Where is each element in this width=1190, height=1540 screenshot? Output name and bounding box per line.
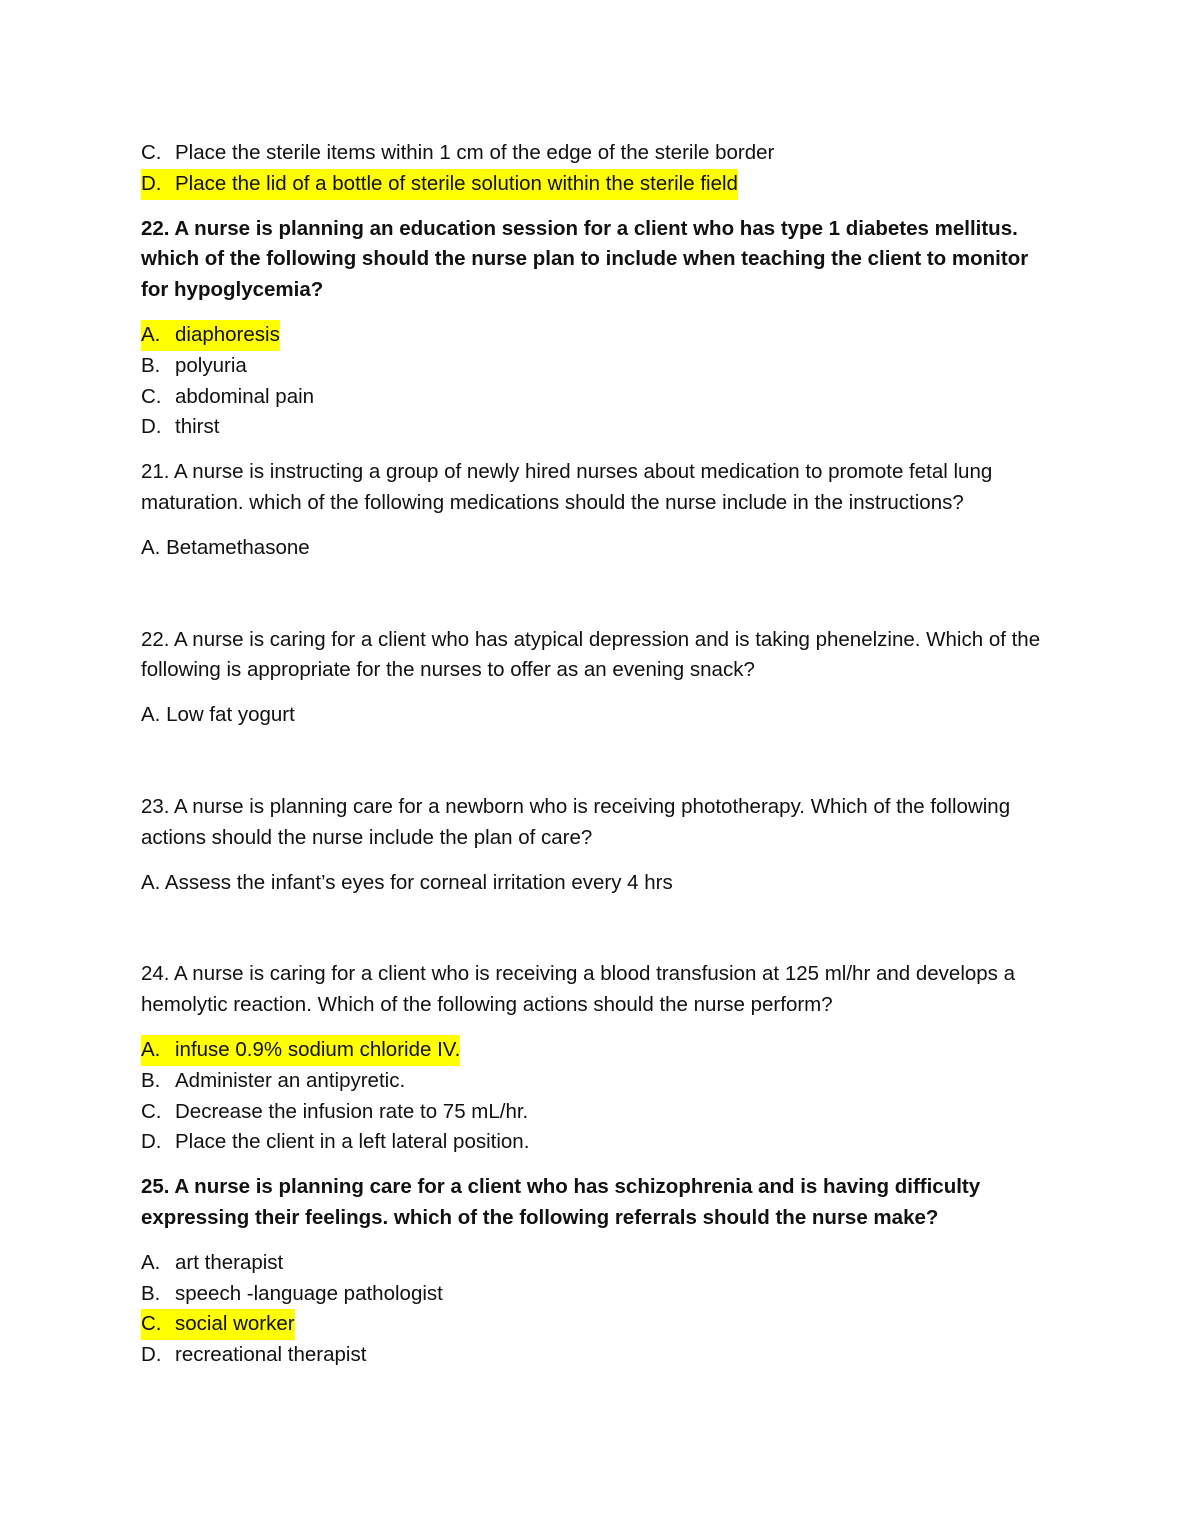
spacer: [141, 564, 1051, 611]
option-text: Administer an antipyretic.: [175, 1068, 406, 1092]
option-text: Place the lid of a bottle of sterile solution within the sterile field: [175, 169, 738, 200]
question-25-schizophrenia: 25. A nurse is planning care for a client who has schizophrenia and is having difficulty expressing their feelings. which of the following referrals should the nurse make?: [141, 1175, 981, 1229]
spacer: [141, 898, 1051, 945]
answer-22-phenelzine: A. Low fat yogurt: [141, 703, 295, 727]
option-d-highlighted: [141, 169, 1051, 200]
option-d: [141, 412, 1051, 443]
option-text: Place the client in a left lateral position.: [175, 1130, 530, 1154]
option-text: Place the sterile items within 1 cm of the edge of the sterile border: [175, 141, 775, 164]
option-text: speech -language pathologist: [175, 1281, 443, 1305]
question-24-transfusion: 24. A nurse is caring for a client who is receiving a blood transfusion at 125 ml/hr and develops a hemolytic reaction. Which of the following actions should the nurse perform?: [141, 962, 1016, 1017]
option-a-highlighted: [141, 1035, 1051, 1066]
option-c: [141, 138, 1051, 169]
option-text: recreational therapist: [175, 1343, 367, 1367]
option-list-q25: [141, 1248, 1051, 1371]
option-list-q24: [141, 1035, 1051, 1158]
option-letter: D.: [141, 1130, 162, 1154]
option-letter: C.: [141, 1099, 162, 1123]
option-letter: B.: [141, 1068, 161, 1092]
option-letter: A.: [141, 1035, 175, 1066]
option-text: thirst: [175, 415, 220, 439]
option-c: [141, 382, 1051, 413]
option-letter: D.: [141, 169, 175, 200]
document-body: [141, 138, 1051, 1371]
option-d: [141, 1127, 1051, 1158]
option-b: [141, 351, 1051, 382]
answer-21: A. Betamethasone: [141, 535, 310, 559]
option-letter: C.: [141, 1309, 175, 1340]
option-letter: B.: [141, 1281, 161, 1305]
option-letter: A.: [141, 1250, 161, 1274]
option-c: [141, 1097, 1051, 1128]
option-letter: C.: [141, 141, 162, 164]
option-text: abdominal pain: [175, 384, 315, 408]
option-text: diaphoresis: [175, 320, 280, 351]
option-b: [141, 1279, 1051, 1310]
option-text: polyuria: [175, 353, 247, 377]
option-a-highlighted: [141, 320, 1051, 351]
option-letter: D.: [141, 1343, 162, 1367]
question-22-phenelzine: 22. A nurse is caring for a client who has atypical depression and is taking phenelzine. Which of the following is appropriate for the nurses to offer as an evening snack?: [141, 627, 1041, 682]
option-letter: C.: [141, 384, 162, 408]
option-b: [141, 1066, 1051, 1097]
option-letter: D.: [141, 415, 162, 439]
option-text: social worker: [175, 1309, 295, 1340]
option-text: art therapist: [175, 1250, 284, 1274]
question-21-fetal-lung: 21. A nurse is instructing a group of newly hired nurses about medication to promote fetal lung maturation. which of the following medications should the nurse include in the instructions?: [141, 460, 993, 514]
option-letter: A.: [141, 320, 175, 351]
option-c-highlighted: [141, 1309, 1051, 1340]
option-list-q21-continued: [141, 138, 1051, 200]
option-d: [141, 1340, 1051, 1371]
answer-23: A. Assess the infant’s eyes for corneal irritation every 4 hrs: [141, 870, 673, 894]
option-a: [141, 1248, 1051, 1279]
spacer: [141, 731, 1051, 778]
option-text: Decrease the infusion rate to 75 mL/hr.: [175, 1099, 529, 1123]
option-text: infuse 0.9% sodium chloride IV.: [175, 1035, 460, 1066]
option-letter: B.: [141, 353, 161, 377]
option-list-q22: [141, 320, 1051, 443]
question-22-hypoglycemia: 22. A nurse is planning an education session for a client who has type 1 diabetes mellitus. which of the following should the nurse plan to include when teaching the client to monitor for hypoglycemia?: [141, 216, 1029, 302]
question-23-phototherapy: 23. A nurse is planning care for a newborn who is receiving phototherapy. Which of the following actions should the nurse include the plan of care?: [141, 794, 1011, 849]
